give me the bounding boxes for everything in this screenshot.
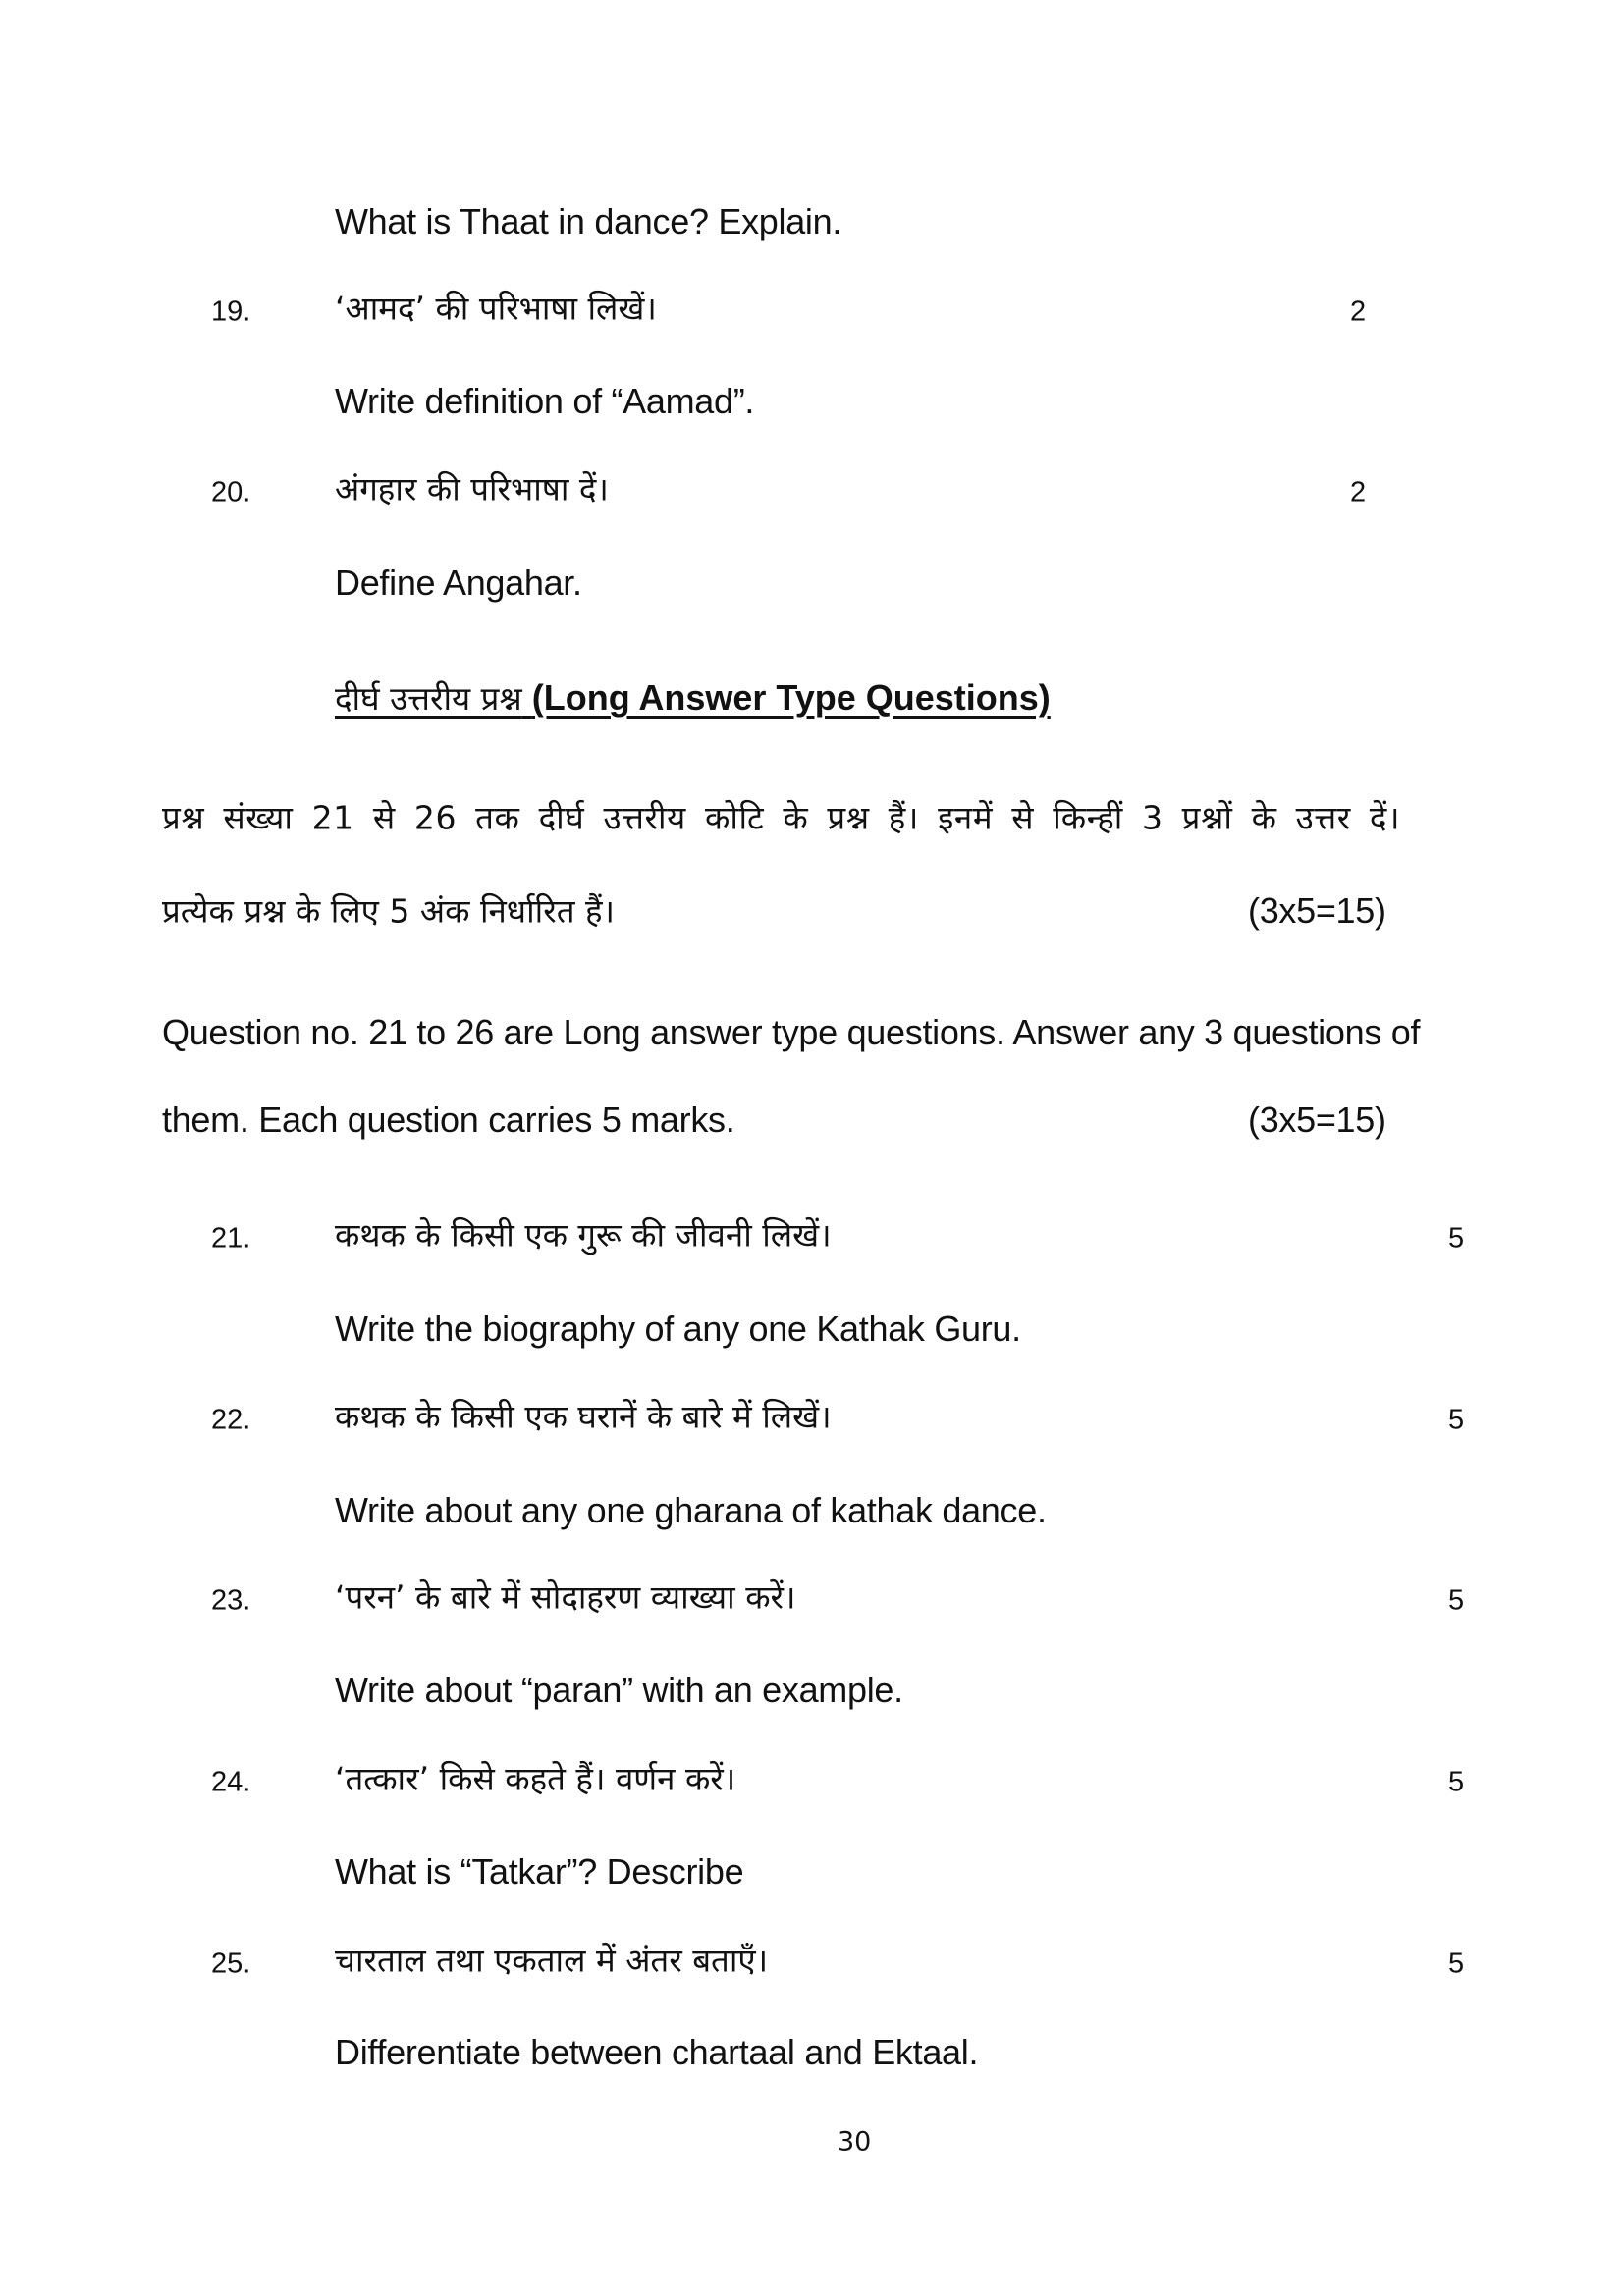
question-hindi-text: ‘आमद’ की परिभाषा लिखें।: [335, 289, 657, 328]
question-number: 23.: [211, 1584, 251, 1617]
instructions-hindi-line-2: प्रत्येक प्रश्न के लिए 5 अंक निर्धारित हैं।: [162, 891, 616, 931]
question-hindi-text: कथक के किसी एक गुरू की जीवनी लिखें।: [335, 1215, 832, 1255]
question-english-text: Write definition of “Aamad”.: [335, 381, 755, 421]
instructions-english-line-1: Question no. 21 to 26 are Long answer type questions. Answer any 3 questions of: [162, 1012, 1421, 1052]
section-heading: [335, 677, 1051, 718]
question-marks: 5: [1448, 1404, 1465, 1436]
question-number: 21.: [211, 1222, 251, 1255]
page-number: 30: [838, 2126, 872, 2158]
question-marks: 5: [1448, 1584, 1465, 1617]
question-hindi-text: चारताल तथा एकताल में अंतर बताएँ।: [335, 1941, 769, 1980]
section-heading-hindi: दीर्घ उत्तरीय प्रश्न: [335, 679, 522, 718]
question-number: 24.: [211, 1766, 251, 1798]
question-marks: 5: [1448, 1766, 1465, 1798]
question-number: 20.: [211, 476, 251, 508]
section-heading-english: (Long Answer Type Questions): [531, 677, 1051, 718]
question-hindi-text: ‘तत्कार’ किसे कहते हैं। वर्णन करें।: [335, 1759, 736, 1798]
question-number: 25.: [211, 1948, 251, 1980]
question-english-text: Define Angahar.: [335, 562, 582, 603]
question-hindi-text: अंगहार की परिभाषा दें।: [335, 469, 609, 508]
instructions-english-marks: (3x5=15): [1248, 1099, 1386, 1140]
question-marks: 2: [1350, 295, 1367, 328]
question-english-text: Write about “paran” with an example.: [335, 1670, 903, 1710]
question-marks: 5: [1448, 1222, 1465, 1255]
instructions-hindi-line-1: प्रश्न संख्या 21 से 26 तक दीर्घ उत्तरीय कोटि के प्रश्न हैं। इनमें से किन्हीं 3 प्रश्नों के उत्तर दें।: [162, 798, 1401, 837]
question-hindi-text: कथक के किसी एक घरानें के बारे में लिखें।: [335, 1397, 832, 1436]
question-english-text: What is “Tatkar”? Describe: [335, 1851, 744, 1892]
question-18-english-text: What is Thaat in dance? Explain.: [335, 201, 842, 241]
question-english-text: Write about any one gharana of kathak dance.: [335, 1490, 1047, 1530]
question-number: 19.: [211, 295, 251, 328]
question-english-text: Differentiate between chartaal and Ektaal.: [335, 2032, 979, 2072]
question-english-text: Write the biography of any one Kathak Guru.: [335, 1308, 1021, 1349]
question-hindi-text: ‘परन’ के बारे में सोदाहरण व्याख्या करें।: [335, 1577, 796, 1617]
question-marks: 2: [1350, 476, 1367, 508]
question-number: 22.: [211, 1404, 251, 1436]
question-marks: 5: [1448, 1948, 1465, 1980]
instructions-english-line-2: them. Each question carries 5 marks.: [162, 1099, 735, 1140]
instructions-hindi-marks: (3x5=15): [1248, 890, 1386, 931]
